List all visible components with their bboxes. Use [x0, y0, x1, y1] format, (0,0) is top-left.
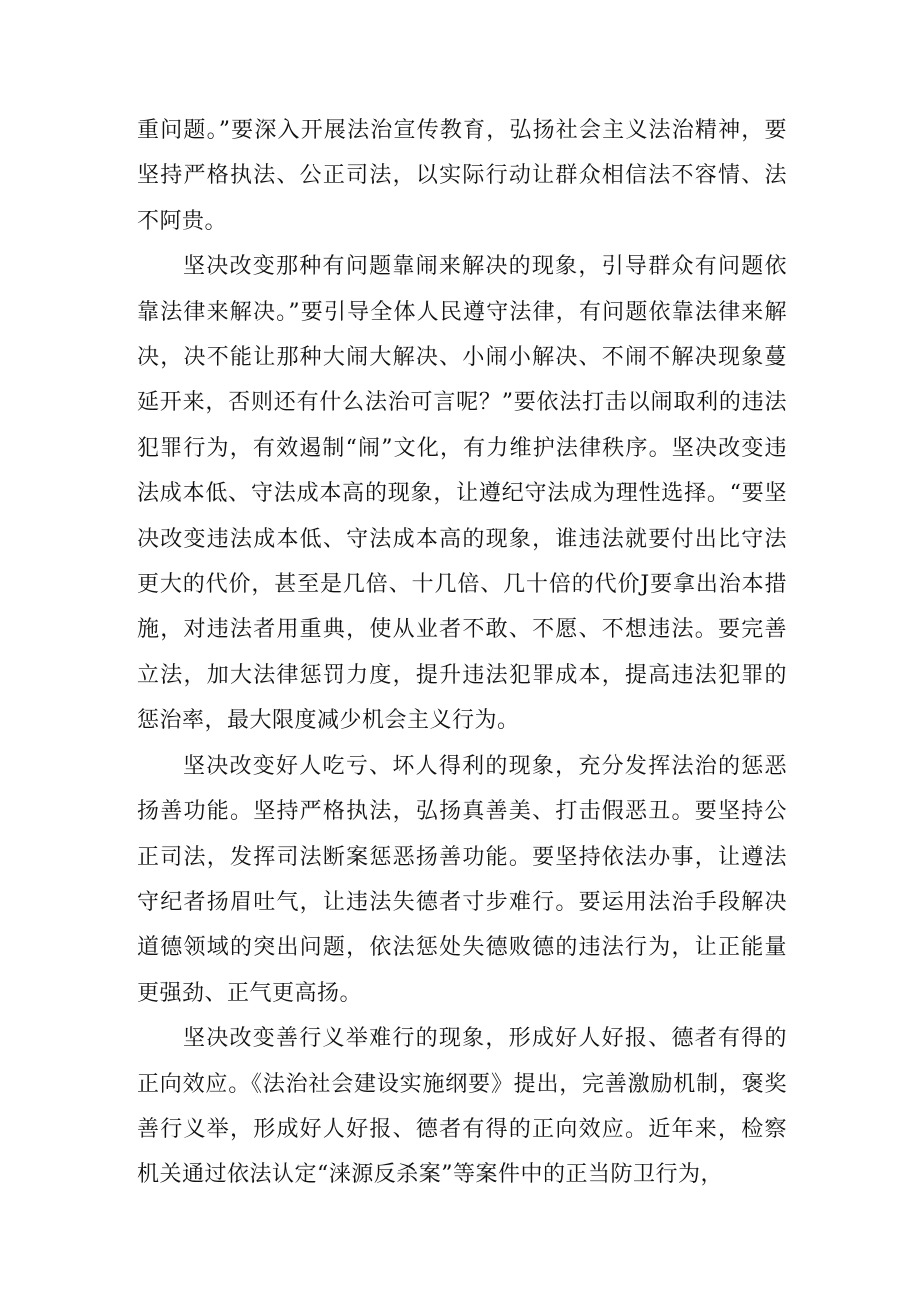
document-body	[137, 108, 787, 1198]
paragraph-3: 坚决改变好人吃亏、坏人得利的现象，充分发挥法治的惩恶扬善功能。坚持严格执法，弘扬真善美、打击假恶丑。要坚持公正司法，发挥司法断案惩恶扬善功能。要坚持依法办事，让遵法守纪者扬眉吐气，让违法失德者寸步难行。要运用法治手段解决道德领域的突出问题，依法惩处失德败德的违法行为，让正能量更强劲、正气更高扬。	[137, 753, 787, 1006]
paragraph-4: 坚决改变善行义举难行的现象，形成好人好报、德者有得的正向效应。《法治社会建设实施纲要》提出，完善激励机制，褒奖善行义举，形成好人好报、德者有得的正向效应。近年来，检察机关通过依法认定“涞源反杀案”等案件中的正当防卫行为，	[137, 1026, 787, 1188]
paragraph-2: 坚决改变那种有问题靠闹来解决的现象，引导群众有问题依靠法律来解决。”要引导全体人民遵守法律，有问题依靠法律来解决，决不能让那种大闹大解决、小闹小解决、不闹不解决现象蔓延开来，否则还有什么法治可言呢？”要依法打击以闹取利的违法犯罪行为，有效遏制“闹”文化，有力维护法律秩序。坚决改变违法成本低、守法成本高的现象，让遵纪守法成为理性选择。“要坚决改变违法成本低、守法成本高的现象，谁违法就要付出比守法更大的代价，甚至是几倍、十几倍、几十倍的代价J要拿出治本措施，对违法者用重典，使从业者不敢、不愿、不想违法。要完善立法，加大法律惩罚力度，提升违法犯罪成本，提高违法犯罪的惩治率，最大限度减少机会主义行为。	[137, 254, 787, 734]
paragraph-1: 重问题。”要深入开展法治宣传教育，弘扬社会主义法治精神，要坚持严格执法、公正司法，以实际行动让群众相信法不容情、法不阿贵。	[137, 118, 787, 234]
